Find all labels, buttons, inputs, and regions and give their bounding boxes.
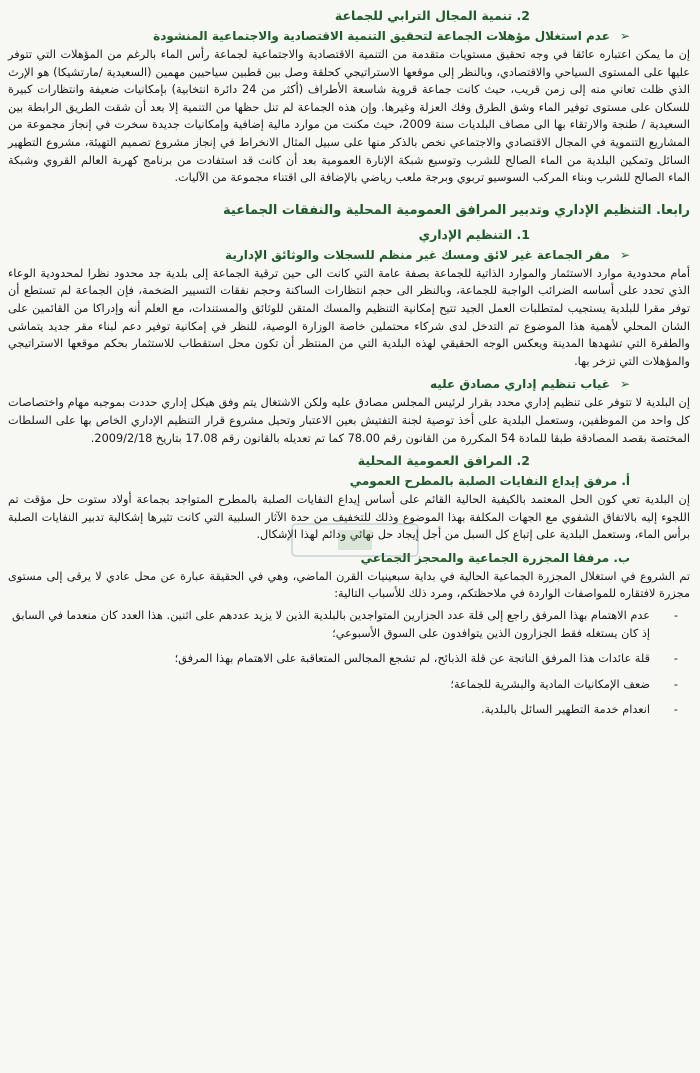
dash-icon: - — [673, 703, 678, 717]
section-2-subheading-text: عدم استغلال مؤهلات الجماعة لتحقيق التنمية الاقتصادية والاجتماعية المنشودة — [153, 29, 610, 43]
arrow-icon: ➢ — [619, 247, 630, 262]
section-2-subheading — [8, 26, 690, 46]
list-item: - ضعف الإمكانيات المادية والبشرية للجماعة؛ — [8, 676, 678, 694]
subsection-2a-title: أ. مرفق إيداع النفايات الصلبة بالمطرح العمومي — [349, 474, 630, 489]
watermark-stamp — [290, 520, 420, 560]
reasons-list — [8, 607, 690, 719]
subsection-2a-paragraph: إن البلدية تعي كون الحل المعتمد بالكيفية الحالية القائم على أساس إيداع النفايات الصلبة بالمطرح المتواجد بجماعة أولاد ستوت حل مؤقت تم اللجوء إليه بالاتفاق الشفوي مع الجهات المكلفة بهذا الموضوع وذلك للتخفيف من حدة الآثار السلبية التي كانت تثيرها إشكالية تدبير النفايات الصلبة برأس الماء، وستعمل البلدية على إتباع كل السبل من أجل إيجاد حل نهائي ودائم لهذا الإشكال. — [8, 493, 690, 542]
dash-icon: - — [673, 652, 678, 666]
list-item: - قلة عائدات هذا المرفق الناتجة عن قلة الذبائح، لم تشجع المجالس المتعاقبة على الاهتمام بهذا المرفق؛ — [8, 650, 678, 668]
section-2-paragraph: إن ما يمكن اعتباره عائقا في وجه تحقيق مستويات متقدمة من التنمية الاقتصادية والاجتماعية لجماعة رأس الماء بالرغم من المؤهلات التي تتوفر عليها على المستوى السياحي والاقتصادي، وبالنظر إلى موقعها الاستراتيجي كحلقة وصل بين قطبين سياحيين مهمين (السعيدية /مارتشيكا) هو الإرث الذي ظلت تعاني منه إلى زمن قريب، حيث كانت جماعة قروية شاسعة الأطراف (أكثر من 24 دائرة انتخابية) بإمكانيات ضعيفة وانتظارات كبيرة للسكان على مستوى توفير الماء وشق الطرق وفك العزلة وغيرها. وإن هذه الجماعة لم تنل حظها من التنمية إلا بعد أن شقت الطريق الرابطة بين السعيدية / طنجة والارتقاء بها الى مصاف البلديات سنة 2009، حيث مكنت من موارد مالية إضافية وإمكانيات جديدة سخرت في إنجاز مجموعة من المشاريع التنموية في المجال الاقتصادي والاجتماعي نخص بالذكر منها على سبيل المثال الانخراط في إنجاز مشروع تصميم التهيئة، مشروع التطهير السائل وتمكين البلدية من الماء الصالح للشرب وتوسيع شبكة الإنارة العمومية بعد أن كانت قد استفادت من برنامج كهربة العالم القروي وشبكة الماء الصالح للشرب وبناء المركب السوسيو تربوي وبرجة ملعب رياضي بالإضافة الى اقتناء مجموعة من الآليات. — [8, 48, 690, 185]
subsection-2b-title: ب. مرفقا المجزرة الجماعية والمحجز الجماعي — [360, 550, 630, 565]
section-2-title: 2. تنمية المجال الترابي للجماعة — [334, 8, 530, 23]
dash-icon: - — [673, 609, 678, 623]
subsection-1-paragraph-1: أمام محدودية موارد الاستثمار والموارد الذاتية للجماعة بصفة عامة التي كانت الى حين ترقية الجماعة إلى بلدية جد محدود نظرا لمحدودية الوعاء الذي تحدد على أساسه الضرائب الواجبة للجماعة، وبالنظر الى حجم انتظارات الساكنة وحجم نفقات التسيير الضخمة، فإن الجماعة لم تستطع أن توفر مقرا للبلدية يستجيب لمتطلبات العمل الجيد تتيح إمكانية التنظيم والمسك المتقن للوثائق والمستندات، مع العلم أنه وإدراكا من القائمين على الشان المحلي لأهمية هذا الموضوع تم التدخل لدى شركاء محتملين خاصة الوزارة الوصية، للنظر في إمكانية توفير دعم لبناء مقر جديد يتماشى والطفرة التي تشهدها المدينة ويعكس الوجه الحقيقي لهذه البلدية التي من المنتظر أن تكون محل استقطاب للاستثمار بحكم موقعها الاستراتيجي والمؤهلات التي تزخر بها. — [8, 266, 690, 368]
subsection-2b-paragraph: تم الشروع في استغلال المجزرة الجماعية الحالية في بداية سبعينيات القرن الماضي، وهي في الحقيقة عبارة عن محل عادي لا يرقى إلى مستوى مجزرة لافتقاره للمواصفات الواردة في ملاحظتكم، ومرد ذلك للأسباب التالية: — [8, 569, 690, 601]
subheading-text: غياب تنظيم إداري مصادق عليه — [429, 377, 610, 392]
chapter-4-title: رابعا. التنظيم الإداري وتدبير المرافق العمومية المحلية والنفقات الجماعية — [223, 202, 690, 218]
subheading-text: مقر الجماعة غير لائق ومسك غير منظم للسجلات والوثائق الإدارية — [225, 247, 610, 262]
subsection-2-title: 2. المرافق العمومية المحلية — [357, 453, 530, 469]
arrow-icon: ➢ — [619, 377, 630, 392]
subsection-1-subheading-2 — [8, 374, 690, 394]
subsection-1-title: 1. التنظيم الإداري — [418, 226, 530, 242]
arrow-icon: ➢ — [619, 29, 630, 43]
subsection-1-subheading-1 — [8, 245, 690, 265]
dash-icon: - — [673, 677, 678, 691]
subsection-1-paragraph-2: إن البلدية لا تتوفر على تنظيم إداري محدد بقرار لرئيس المجلس مصادق عليه ولكن الاشتغال يتم وفق هيكل إداري حددت بموجبه مهام واختصاصات كل واحد من الموظفين، وستعمل البلدية على أخذ توصية لجنة التفتيش بعين الاعتبار وتحيل مشروع قرار التنظيم الإداري الخاص بها على السلطات المختصة بقصد المصادقة طبقا للمادة 54 المكررة من القانون رقم 78.00 كما تم تعديله بالقانون رقم 17.08 بتاريخ 2009/2/18. — [8, 396, 690, 445]
list-item: - عدم الاهتمام بهذا المرفق راجع إلى قلة عدد الجزارين المتواجدين بالبلدية الذين لا يزيد عددهم على اثنين. هذا العدد كان منعدما في السابق إذ كان يستغله فقط الجزارون الذين يتوافدون على السوق الأسبوعي؛ — [11, 609, 678, 640]
list-item: - انعدام خدمة التطهير السائل بالبلدية. — [8, 701, 678, 719]
